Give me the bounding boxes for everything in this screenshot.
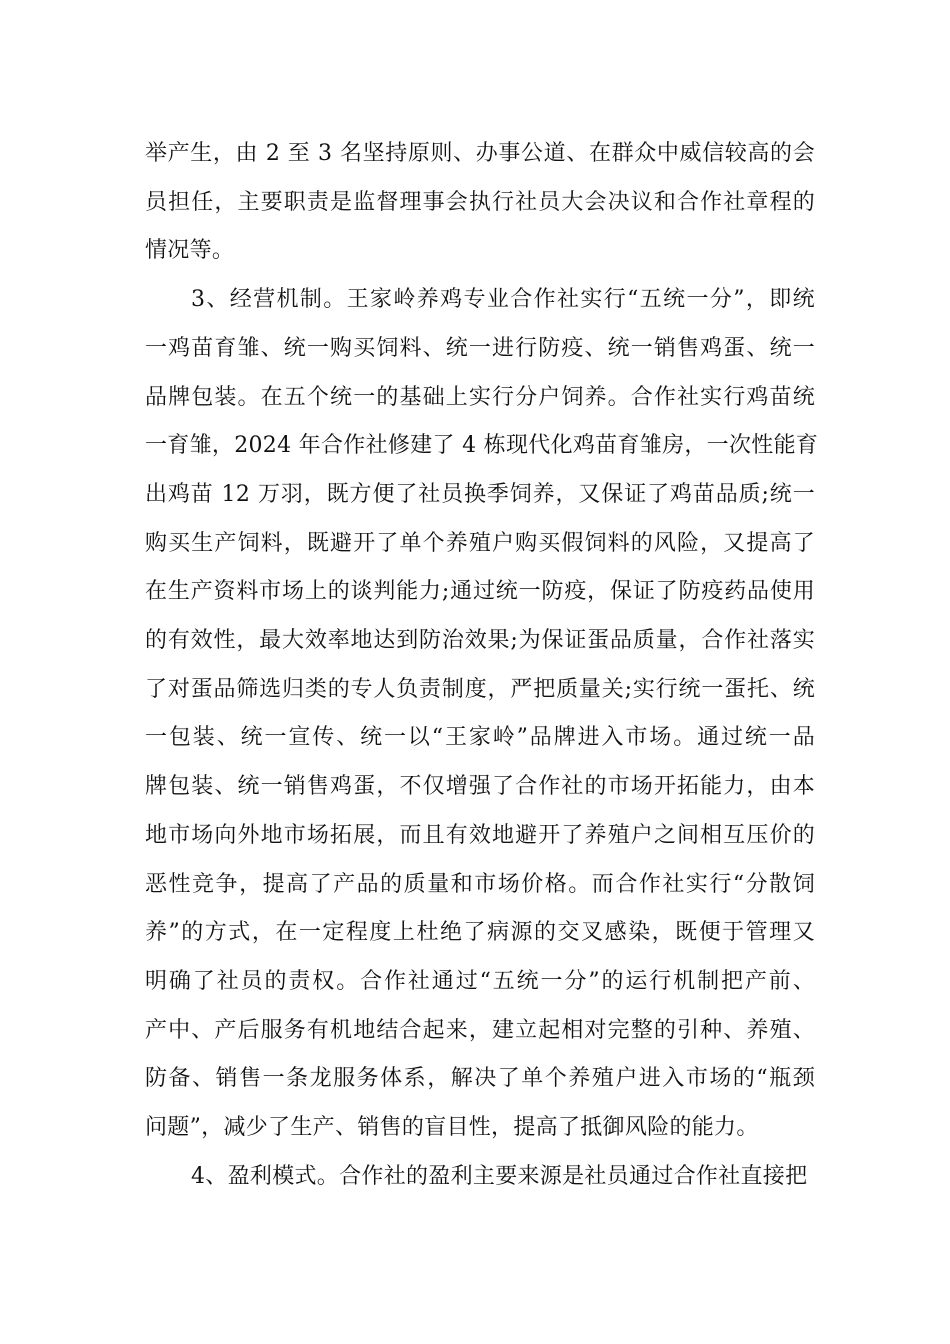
text-line: 3、经营机制。王家岭养鸡专业合作社实行“五统一分”，即统 (191, 287, 815, 313)
text-line: 员担任，主要职责是监督理事会执行社员大会决议和合作社章程的 (145, 189, 815, 215)
text-line: 明确了社员的责权。合作社通过“五统一分”的运行机制把产前、 (145, 968, 815, 994)
text-line: 防备、销售一条龙服务体系，解决了单个养殖户进入市场的“瓶颈 (145, 1066, 815, 1092)
paragraph (145, 130, 815, 276)
text-line: 情况等。 (145, 238, 235, 264)
text-line: 购买生产饲料，既避开了单个养殖户购买假饲料的风险，又提高了 (145, 530, 815, 556)
text-line: 在生产资料市场上的谈判能力;通过统一防疫，保证了防疫药品使用 (145, 579, 815, 605)
text-line: 恶性竞争，提高了产品的质量和市场价格。而合作社实行“分散饲 (145, 871, 815, 897)
paragraph (145, 276, 819, 1153)
text-line: 养”的方式，在一定程度上杜绝了病源的交叉感染，既便于管理又 (145, 920, 815, 946)
paragraph (145, 1153, 815, 1202)
text-line: 牌包装、统一销售鸡蛋，不仅增强了合作社的市场开拓能力，由本 (145, 774, 815, 800)
text-line: 一育雏，2024 年合作社修建了 4 栋现代化鸡苗育雏房，一次性能育 (145, 433, 819, 459)
text-line: 品牌包装。在五个统一的基础上实行分户饲养。合作社实行鸡苗统 (145, 384, 815, 410)
text-line: 的有效性，最大效率地达到防治效果;为保证蛋品质量，合作社落实 (145, 628, 815, 654)
text-line: 地市场向外地市场拓展，而且有效地避开了养殖户之间相互压价的 (145, 822, 815, 848)
document-body (145, 130, 819, 1201)
text-line: 4、盈利模式。合作社的盈利主要来源是社员通过合作社直接把 (191, 1163, 808, 1189)
text-line: 了对蛋品筛选归类的专人负责制度，严把质量关;实行统一蛋托、统 (145, 676, 815, 702)
text-line: 一包装、统一宣传、统一以“王家岭”品牌进入市场。通过统一品 (145, 725, 815, 751)
text-line: 产中、产后服务有机地结合起来，建立起相对完整的引种、养殖、 (145, 1017, 815, 1043)
text-line: 问题”，减少了生产、销售的盲目性，提高了抵御风险的能力。 (145, 1115, 759, 1141)
text-line: 出鸡苗 12 万羽，既方便了社员换季饲养，又保证了鸡苗品质;统一 (145, 481, 815, 507)
text-line: 一鸡苗育雏、统一购买饲料、统一进行防疫、统一销售鸡蛋、统一 (145, 335, 815, 361)
text-line: 举产生，由 2 至 3 名坚持原则、办事公道、在群众中威信较高的会 (145, 141, 815, 166)
